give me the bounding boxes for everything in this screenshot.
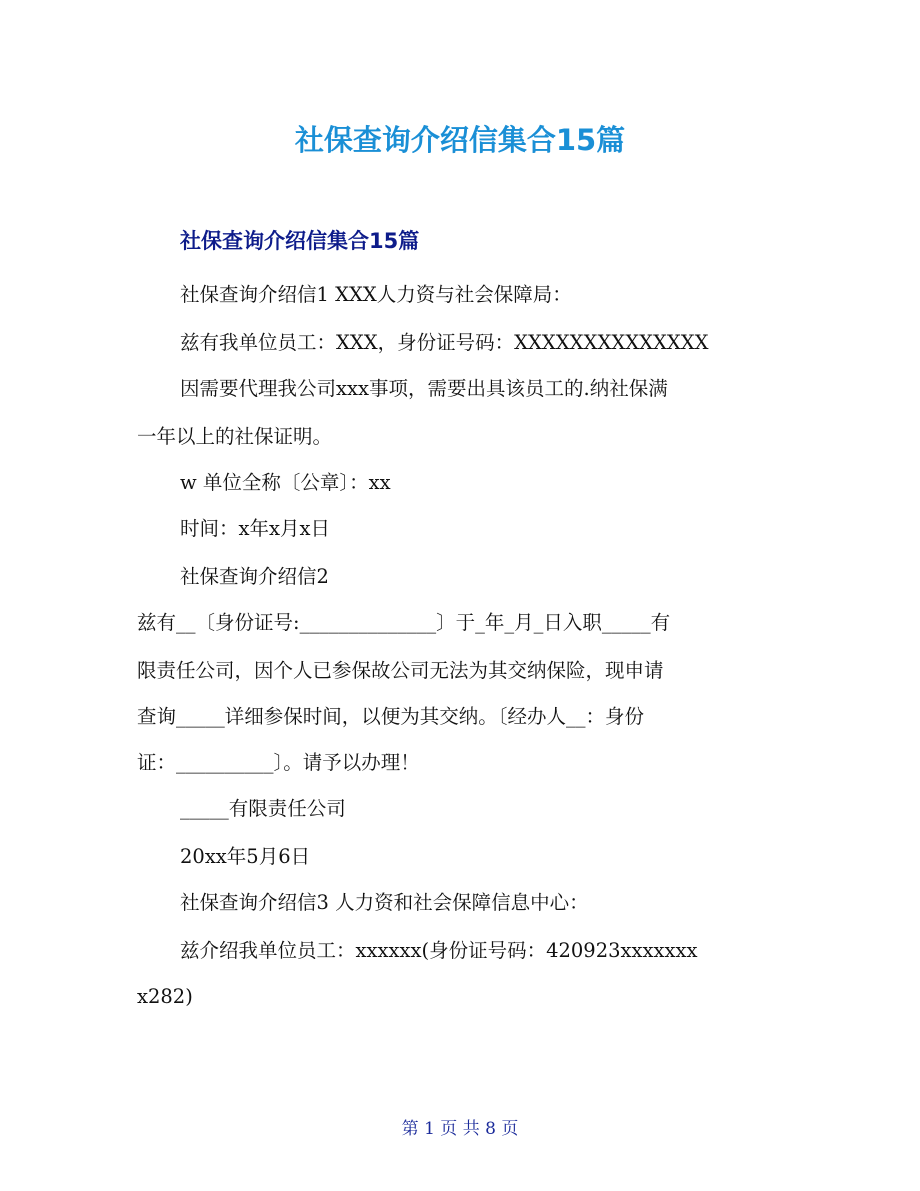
section-heading: 社保查询介绍信集合15篇 <box>180 229 420 253</box>
body-line-9: 限责任公司，因个人已参保故公司无法为其交纳保险，现申请 <box>137 659 664 682</box>
body-line-1: 社保查询介绍信1 XXX人力资与社会保障局： <box>180 283 572 306</box>
body-line-11: 证：__________〕。请予以办理！ <box>137 751 420 774</box>
page-footer: 第 1 页 共 8 页 <box>401 1119 519 1139</box>
body-line-4: 一年以上的社保证明。 <box>137 425 333 448</box>
body-line-15: 兹介绍我单位员工：xxxxxx(身份证号码：420923xxxxxxx <box>180 939 698 962</box>
body-line-2: 兹有我单位员工：XXX，身份证号码：XXXXXXXXXXXXXX <box>180 331 709 354</box>
body-line-10: 查询_____详细参保时间，以便为其交纳。〔经办人__：身份 <box>137 705 645 728</box>
body-line-14: 社保查询介绍信3 人力资和社会保障信息中心： <box>180 891 589 914</box>
body-line-6: 时间：x年x月x日 <box>180 517 330 540</box>
body-line-13: 20xx年5月6日 <box>180 845 311 868</box>
body-line-3: 因需要代理我公司xxx事项，需要出具该员工的.纳社保满 <box>180 377 668 400</box>
body-line-8: 兹有__〔身份证号:______________〕于_年_月_日入职_____有 <box>137 611 671 634</box>
body-line-5: w 单位全称〔公章〕：xx <box>180 471 391 494</box>
body-line-7: 社保查询介绍信2 <box>180 565 329 588</box>
document-title: 社保查询介绍信集合15篇 <box>294 123 626 157</box>
body-line-16: x282) <box>137 985 193 1008</box>
body-line-12: _____有限责任公司 <box>180 797 346 820</box>
